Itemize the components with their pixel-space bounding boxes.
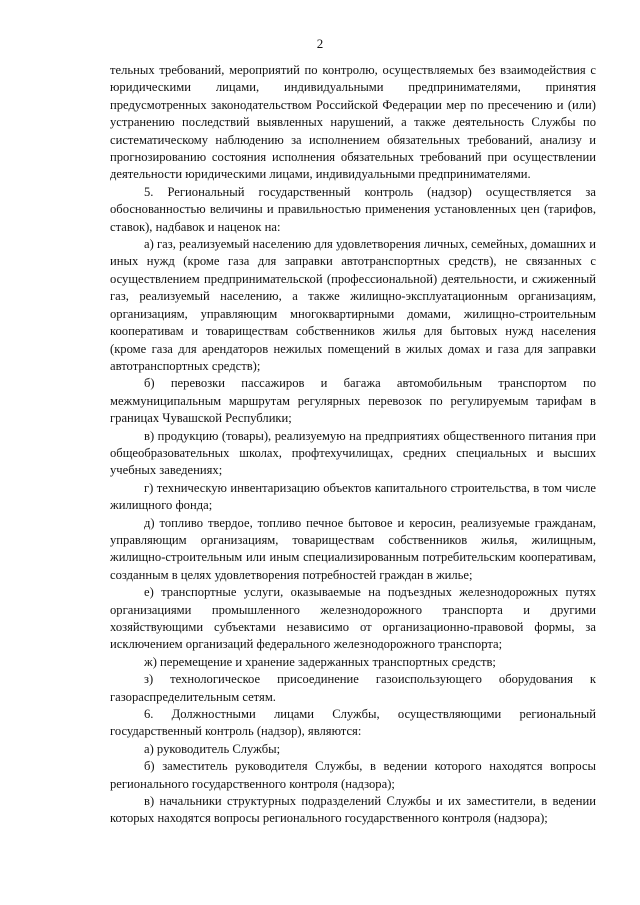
paragraph-item-5: 5. Региональный государственный контроль (надзор) осуществляется за обоснованностью величины и правильностью применения установленных цен (тарифов, ставок), надбавок и наценок на: [110, 184, 596, 234]
page-number: 2 [316, 36, 324, 51]
paragraph-item-6: 6. Должностными лицами Службы, осуществляющими региональный государственный контроль (надзор), являются: [110, 707, 596, 739]
paragraph-item-5a: а) газ, реализуемый населению для удовлетворения личных, семейных, домашних и иных нужд (кроме газа для заправки автотранспортных средств), не связанных с осуществлением предпринимательской (профессиональной) деятельности, и сжиженный газ, реализуемый населению, а также жилищно-эксплуатационным организациям, организациям, управляющим многоквартирными домами, жилищно-строительным кооперативам и товариществам собственников жилья для бытовых нужд населения (кроме газа для арендаторов нежилых помещений в жилых домах и газа для заправки автотранспортных средств); [110, 237, 596, 373]
paragraph-item-5v: в) продукцию (товары), реализуемую на предприятиях общественного питания при общеобразовательных школах, профтехучилищах, средних специальных и высших учебных заведениях; [110, 428, 596, 478]
paragraph-item-6b: б) заместитель руководителя Службы, в ведении которого находятся вопросы регионального государственного контроля (надзора); [110, 759, 596, 791]
paragraph-item-5g: г) техническую инвентаризацию объектов капитального строительства, в том числе жилищного фонда; [110, 480, 596, 513]
paragraph-item-6a: а) руководитель Службы; [144, 741, 281, 756]
paragraph-item-6v: в) начальники структурных подразделений Службы и их заместители, в ведении которых находятся вопросы регионального государственного контроля (надзора); [110, 794, 596, 826]
document-body [110, 62, 596, 828]
paragraph-item-5e: е) транспортные услуги, оказываемые на подъездных железнодорожных путях организациями промышленного железнодорожного транспорта и другими хозяйствующими субъектами независимо от организационно-правовой формы, за исключением организаций федерального железнодорожного транспорта; [110, 585, 596, 652]
paragraph-item-5z: з) технологическое присоединение газоиспользующего оборудования к газораспределительным сетям. [110, 672, 596, 704]
paragraph-item-5zh: ж) перемещение и хранение задержанных транспортных средств; [144, 654, 496, 669]
paragraph-item-5d: д) топливо твердое, топливо печное бытовое и керосин, реализуемые гражданам, управляющим организациям, товариществам собственников жилья, жилищным, жилищно-строительным или иным специализированным потребительским кооперативам, созданным в целях удовлетворения потребностей граждан в жилье; [110, 515, 596, 582]
paragraph-continuation: тельных требований, мероприятий по контролю, осуществляемых без взаимодействия с юридическими лицами, индивидуальными предпринимателями, принятия предусмотренных законодательством Российской Федерации мер по пресечению и (или) устранению последствий выявленных нарушений, а также деятельность Службы по систематическому наблюдению за исполнением обязательных требований, анализу и прогнозированию состояния исполнения обязательных требований при осуществлении деятельности юридическими лицами, индивидуальными предпринимателями. [110, 63, 596, 182]
paragraph-item-5b: б) перевозки пассажиров и багажа автомобильным транспортом по межмуниципальным маршрутам регулярных перевозок по регулируемым тарифам в границах Чувашской Республики; [110, 376, 596, 426]
